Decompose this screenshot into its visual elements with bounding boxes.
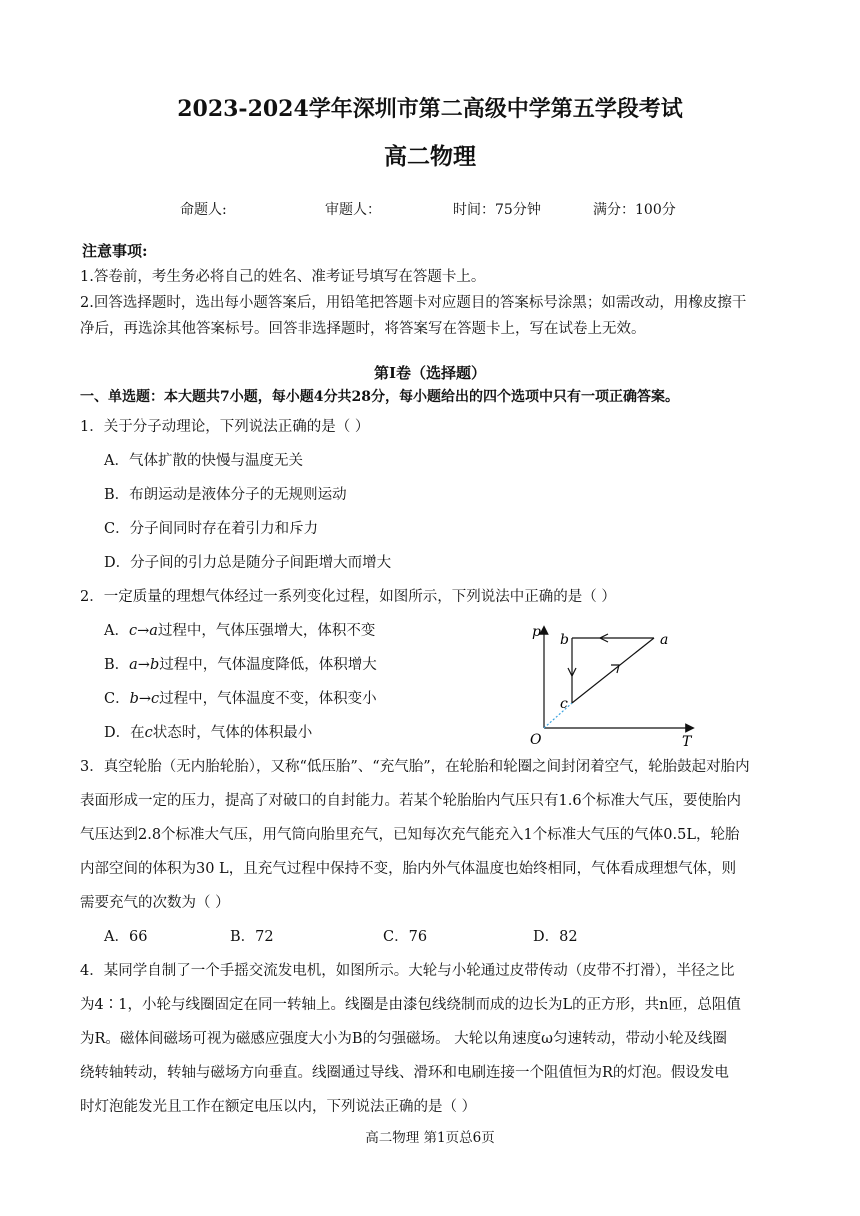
notice-item-1: 1.答卷前，考生务必将自己的姓名、准考证号填写在答题卡上。 <box>80 269 486 285</box>
section-instructions: 一、单选题：本大题共7小题，每小题4分共28分，每小题给出的四个选项中只有一项正确答案。 <box>80 389 679 405</box>
p-axis-label: p <box>532 624 541 640</box>
q2-b-text: 过程中，气体温度降低，体积增大 <box>159 657 377 673</box>
q2-a-var: c→a <box>128 623 158 639</box>
q2-a-label: A． <box>104 623 129 639</box>
q2-d-label: D．在 <box>104 725 145 741</box>
q1-option-d: D．分子间的引力总是随分子间距增大而增大 <box>104 555 392 571</box>
q3-line-1: 3．真空轮胎（无内胎轮胎），又称“低压胎”、“充气胎”，在轮胎和轮圈之间封闭着空气，轮胎鼓起对胎内 <box>80 759 750 775</box>
q4-line-4: 绕转轴转动，转轴与磁场方向垂直。线圈通过导线、滑环和电刷连接一个阻值恒为R的灯泡。假设发电 <box>80 1065 729 1081</box>
q2-d-text: 状态时，气体的体积最小 <box>152 725 313 741</box>
point-c-label: c <box>560 696 568 712</box>
q2-option-a <box>104 621 375 641</box>
q1-option-a: A．气体扩散的快慢与温度无关 <box>104 453 303 469</box>
q2-b-var: a→b <box>129 657 160 673</box>
q4-line-3: 为R。磁体间磁场可视为磁感应强度大小为B的匀强磁场。 大轮以角速度ω匀速转动，带动小轮及线圈 <box>80 1031 728 1047</box>
t-axis-label: T <box>682 734 692 750</box>
q2-pt-graph <box>520 620 700 750</box>
process-c-a <box>572 638 654 703</box>
q2-c-label: C． <box>104 691 130 707</box>
origin-label: O <box>530 732 542 748</box>
notice-item-2b: 净后，再选涂其他答案标号。回答非选择题时，将答案写在答题卡上，写在试卷上无效。 <box>80 321 646 337</box>
notice-item-2a: 2.回答选择题时，选出每小题答案后，用铅笔把答题卡对应题目的答案标号涂黑；如需改动，用橡皮擦干 <box>80 295 747 311</box>
time-label: 时间：75分钟 <box>453 202 541 218</box>
setter-label: 命题人: <box>180 202 227 218</box>
q4-line-5: 时灯泡能发光且工作在额定电压以内，下列说法正确的是（ ） <box>80 1099 477 1115</box>
section-title: 第Ⅰ卷（选择题） <box>373 364 487 382</box>
q3-option-b: B．72 <box>230 929 274 945</box>
q3-option-c: C．76 <box>383 929 428 945</box>
point-b-label: b <box>560 632 569 648</box>
q1-option-b: B．布朗运动是液体分子的无规则运动 <box>104 487 347 503</box>
q1-stem: 1．关于分子动理论，下列说法正确的是（ ） <box>80 419 370 435</box>
q2-option-b <box>104 655 377 675</box>
q3-option-a: A．66 <box>104 929 148 945</box>
reviewer-label: 审题人： <box>325 202 381 218</box>
q2-d-var: c <box>144 725 153 741</box>
q1-option-c: C．分子间同时存在着引力和斥力 <box>104 521 319 537</box>
score-label: 满分：100分 <box>593 202 676 218</box>
q2-option-c <box>104 689 377 709</box>
q2-c-text: 过程中，气体温度不变，体积变小 <box>159 691 377 707</box>
q2-stem: 2．一定质量的理想气体经过一系列变化过程，如图所示，下列说法中正确的是（ ） <box>80 589 616 605</box>
q3-line-5: 需要充气的次数为（ ） <box>80 895 230 911</box>
q4-line-2: 为4∶1，小轮与线圈固定在同一转轴上。线圈是由漆包线绕制而成的边长为L的正方形，共n匝，总阻值 <box>80 997 741 1013</box>
q3-option-d: D．82 <box>533 929 578 945</box>
q4-line-1: 4．某同学自制了一个手摇交流发电机，如图所示。大轮与小轮通过皮带传动（皮带不打滑），半径之比 <box>80 963 735 979</box>
q3-line-3: 气压达到2.8个标准大气压，用气筒向胎里充气，已知每次充气能充入1个标准大气压的气体0.5L，轮胎 <box>80 827 740 843</box>
q3-line-4: 内部空间的体积为30 L，且充气过程中保持不变，胎内外气体温度也始终相同，气体看成理想气体，则 <box>80 861 737 877</box>
q3-line-2: 表面形成一定的压力，提高了对破口的自封能力。若某个轮胎胎内气压只有1.6个标准大气压，要使胎内 <box>80 793 742 809</box>
point-a-label: a <box>660 632 669 648</box>
q2-a-text: 过程中，气体压强增大，体积不变 <box>157 623 376 639</box>
q2-c-var: b→c <box>129 691 160 707</box>
notice-heading: 注意事项: <box>82 242 148 260</box>
page-footer: 高二物理 第1页总6页 <box>365 1130 495 1146</box>
q2-option-d <box>104 723 312 743</box>
q2-b-label: B． <box>104 657 130 673</box>
subject-title: 高二物理 <box>384 143 476 170</box>
exam-title: 2023-2024学年深圳市第二高级中学第五学段考试 <box>177 96 683 122</box>
